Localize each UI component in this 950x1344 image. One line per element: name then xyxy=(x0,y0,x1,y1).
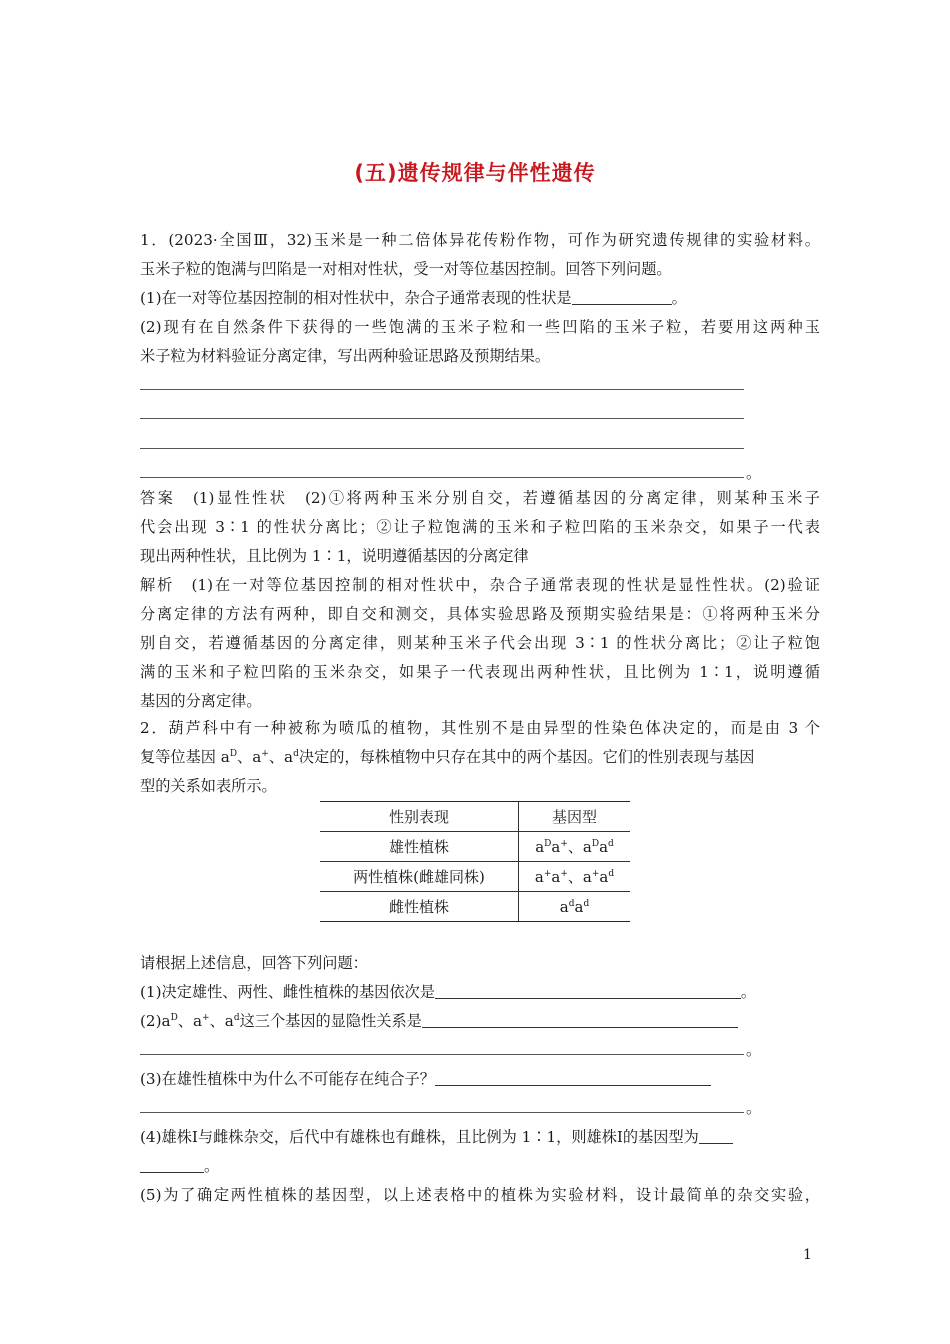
q2-line3: 型的关系如表所示。 xyxy=(140,777,277,795)
table-header: 基因型 xyxy=(519,802,631,832)
q2-part3-blank[interactable] xyxy=(435,1071,711,1086)
page-title: (五)遗传规律与伴性遗传 xyxy=(354,161,596,185)
q2-text: 、a xyxy=(237,748,262,766)
sex-cell: 雌性植株 xyxy=(320,892,519,922)
q2-line2 xyxy=(140,747,820,767)
q2-text: 、a xyxy=(209,1012,234,1030)
q2-part5: (5)为了确定两性植株的基因型，以上述表格中的植株为实验材料，设计最简单的杂交实验， xyxy=(140,1186,820,1204)
genotype-cell: $a^Da^+$、$a^Da^d$ xyxy=(519,832,631,862)
q1-part1 xyxy=(140,288,820,308)
allele-sup: d xyxy=(293,749,299,759)
answer-line-end: 。 xyxy=(746,464,762,482)
period: 。 xyxy=(740,983,757,1001)
q1-part2-line1: (2)现有在自然条件下获得的一些饱满的玉米子粒和一些凹陷的玉米子粒，若要用这两种玉 xyxy=(140,318,820,336)
table-row xyxy=(320,862,630,892)
q2-part2 xyxy=(140,1011,820,1031)
q2-text: 决定的，每株植物中只存在其中的两个基因。它们的性别表现与基因 xyxy=(298,748,755,766)
genotype-table xyxy=(320,801,630,922)
answer-line[interactable] xyxy=(140,448,744,449)
period: 。 xyxy=(746,1041,762,1059)
q2-text: 、a xyxy=(177,1012,203,1030)
q2-part3-text: (3)在雄性植株中为什么不可能存在纯合子？ xyxy=(140,1070,435,1088)
analysis-line5: 基因的分离定律。 xyxy=(140,692,262,710)
q2-part1 xyxy=(140,982,820,1002)
analysis-line2: 分离定律的方法有两种，即自交和测交，具体实验思路及预期实验结果是：①将两种玉米分 xyxy=(140,605,820,623)
q1-part1-text: (1)在一对等位基因控制的相对性状中，杂合子通常表现的性状是 xyxy=(140,289,572,307)
q2-part4-cont xyxy=(140,1156,820,1176)
period: 。 xyxy=(204,1157,220,1175)
q2-part3 xyxy=(140,1069,820,1089)
q1-line1: 1．(2023·全国Ⅲ，32)玉米是一种二倍体异花传粉作物，可作为研究遗传规律的实验材料。 xyxy=(140,231,820,249)
answer-line[interactable] xyxy=(140,1054,744,1055)
sex-cell: 两性植株(雌雄同株) xyxy=(320,862,519,892)
answer-line[interactable] xyxy=(140,418,744,419)
allele-sup: + xyxy=(261,749,269,759)
analysis-line1: 解析 (1)在一对等位基因控制的相对性状中，杂合子通常表现的性状是显性性状。(2)验证 xyxy=(140,576,820,594)
genotype-cell: $a^da^d$ xyxy=(519,892,631,922)
table-row xyxy=(320,832,630,862)
q2-part4-blank[interactable] xyxy=(140,1158,204,1173)
allele-sup: D xyxy=(229,749,238,759)
q2-part1-blank[interactable] xyxy=(435,984,741,999)
sex-cell: 雄性植株 xyxy=(320,832,519,862)
genotype-cell: a+a+、$a^+a^d$ xyxy=(519,862,631,892)
q2-line1: 2．葫芦科中有一种被称为喷瓜的植物，其性别不是由异型的性染色体决定的，而是由 3 个 xyxy=(140,719,820,737)
table-header: 性别表现 xyxy=(320,802,519,832)
answer-line[interactable] xyxy=(140,477,744,478)
q2-part2-blank[interactable] xyxy=(422,1013,738,1028)
q2-intro: 请根据上述信息，回答下列问题： xyxy=(140,954,368,972)
q2-part4 xyxy=(140,1127,820,1147)
q2-text: 这三个基因的显隐性关系是 xyxy=(239,1012,422,1030)
allele-sup: D xyxy=(170,1013,178,1023)
answer-line3: 现出两种性状，且比例为 1∶1，说明遵循基因的分离定律 xyxy=(140,547,529,565)
table-header-row xyxy=(320,802,630,832)
q2-part1-text: (1)决定雄性、两性、雌性植株的基因依次是 xyxy=(140,983,435,1001)
allele-sup: d xyxy=(233,1013,240,1023)
answer-line1: 答案 (1)显性性状 (2)①将两种玉米分别自交，若遵循基因的分离定律，则某种玉米子 xyxy=(140,489,820,507)
answer-line[interactable] xyxy=(140,389,744,390)
answer-line2: 代会出现 3∶1 的性状分离比；②让子粒饱满的玉米和子粒凹陷的玉米杂交，如果子一代表 xyxy=(140,518,820,536)
q1-part1-end: 。 xyxy=(671,289,687,307)
q1-part2-line2: 米子粒为材料验证分离定律，写出两种验证思路及预期结果。 xyxy=(140,347,551,365)
q2-text: (2)a xyxy=(140,1012,171,1030)
q1-part1-blank[interactable] xyxy=(572,290,672,305)
answer-line[interactable] xyxy=(140,1112,744,1113)
analysis-line3: 别自交，若遵循基因的分离定律，则某种玉米子代会出现 3∶1 的性状分离比；②让子粒饱 xyxy=(140,634,820,652)
q1-line2: 玉米子粒的饱满与凹陷是一对相对性状，受一对等位基因控制。回答下列问题。 xyxy=(140,260,672,278)
allele-sup: + xyxy=(202,1013,210,1023)
q2-text: 、a xyxy=(268,748,294,766)
q2-part4-blank[interactable] xyxy=(699,1129,733,1144)
page-number: 1 xyxy=(803,1247,812,1263)
analysis-line4: 满的玉米和子粒凹陷的玉米杂交，如果子一代表现出两种性状，且比例为 1∶1，说明遵循 xyxy=(140,663,820,681)
period: 。 xyxy=(746,1099,762,1117)
q2-part4-text: (4)雄株Ⅰ与雌株杂交，后代中有雄株也有雌株，且比例为 1∶1，则雄株Ⅰ的基因型为 xyxy=(140,1128,699,1146)
q2-text: 复等位基因 a xyxy=(140,748,230,766)
table-row xyxy=(320,892,630,922)
